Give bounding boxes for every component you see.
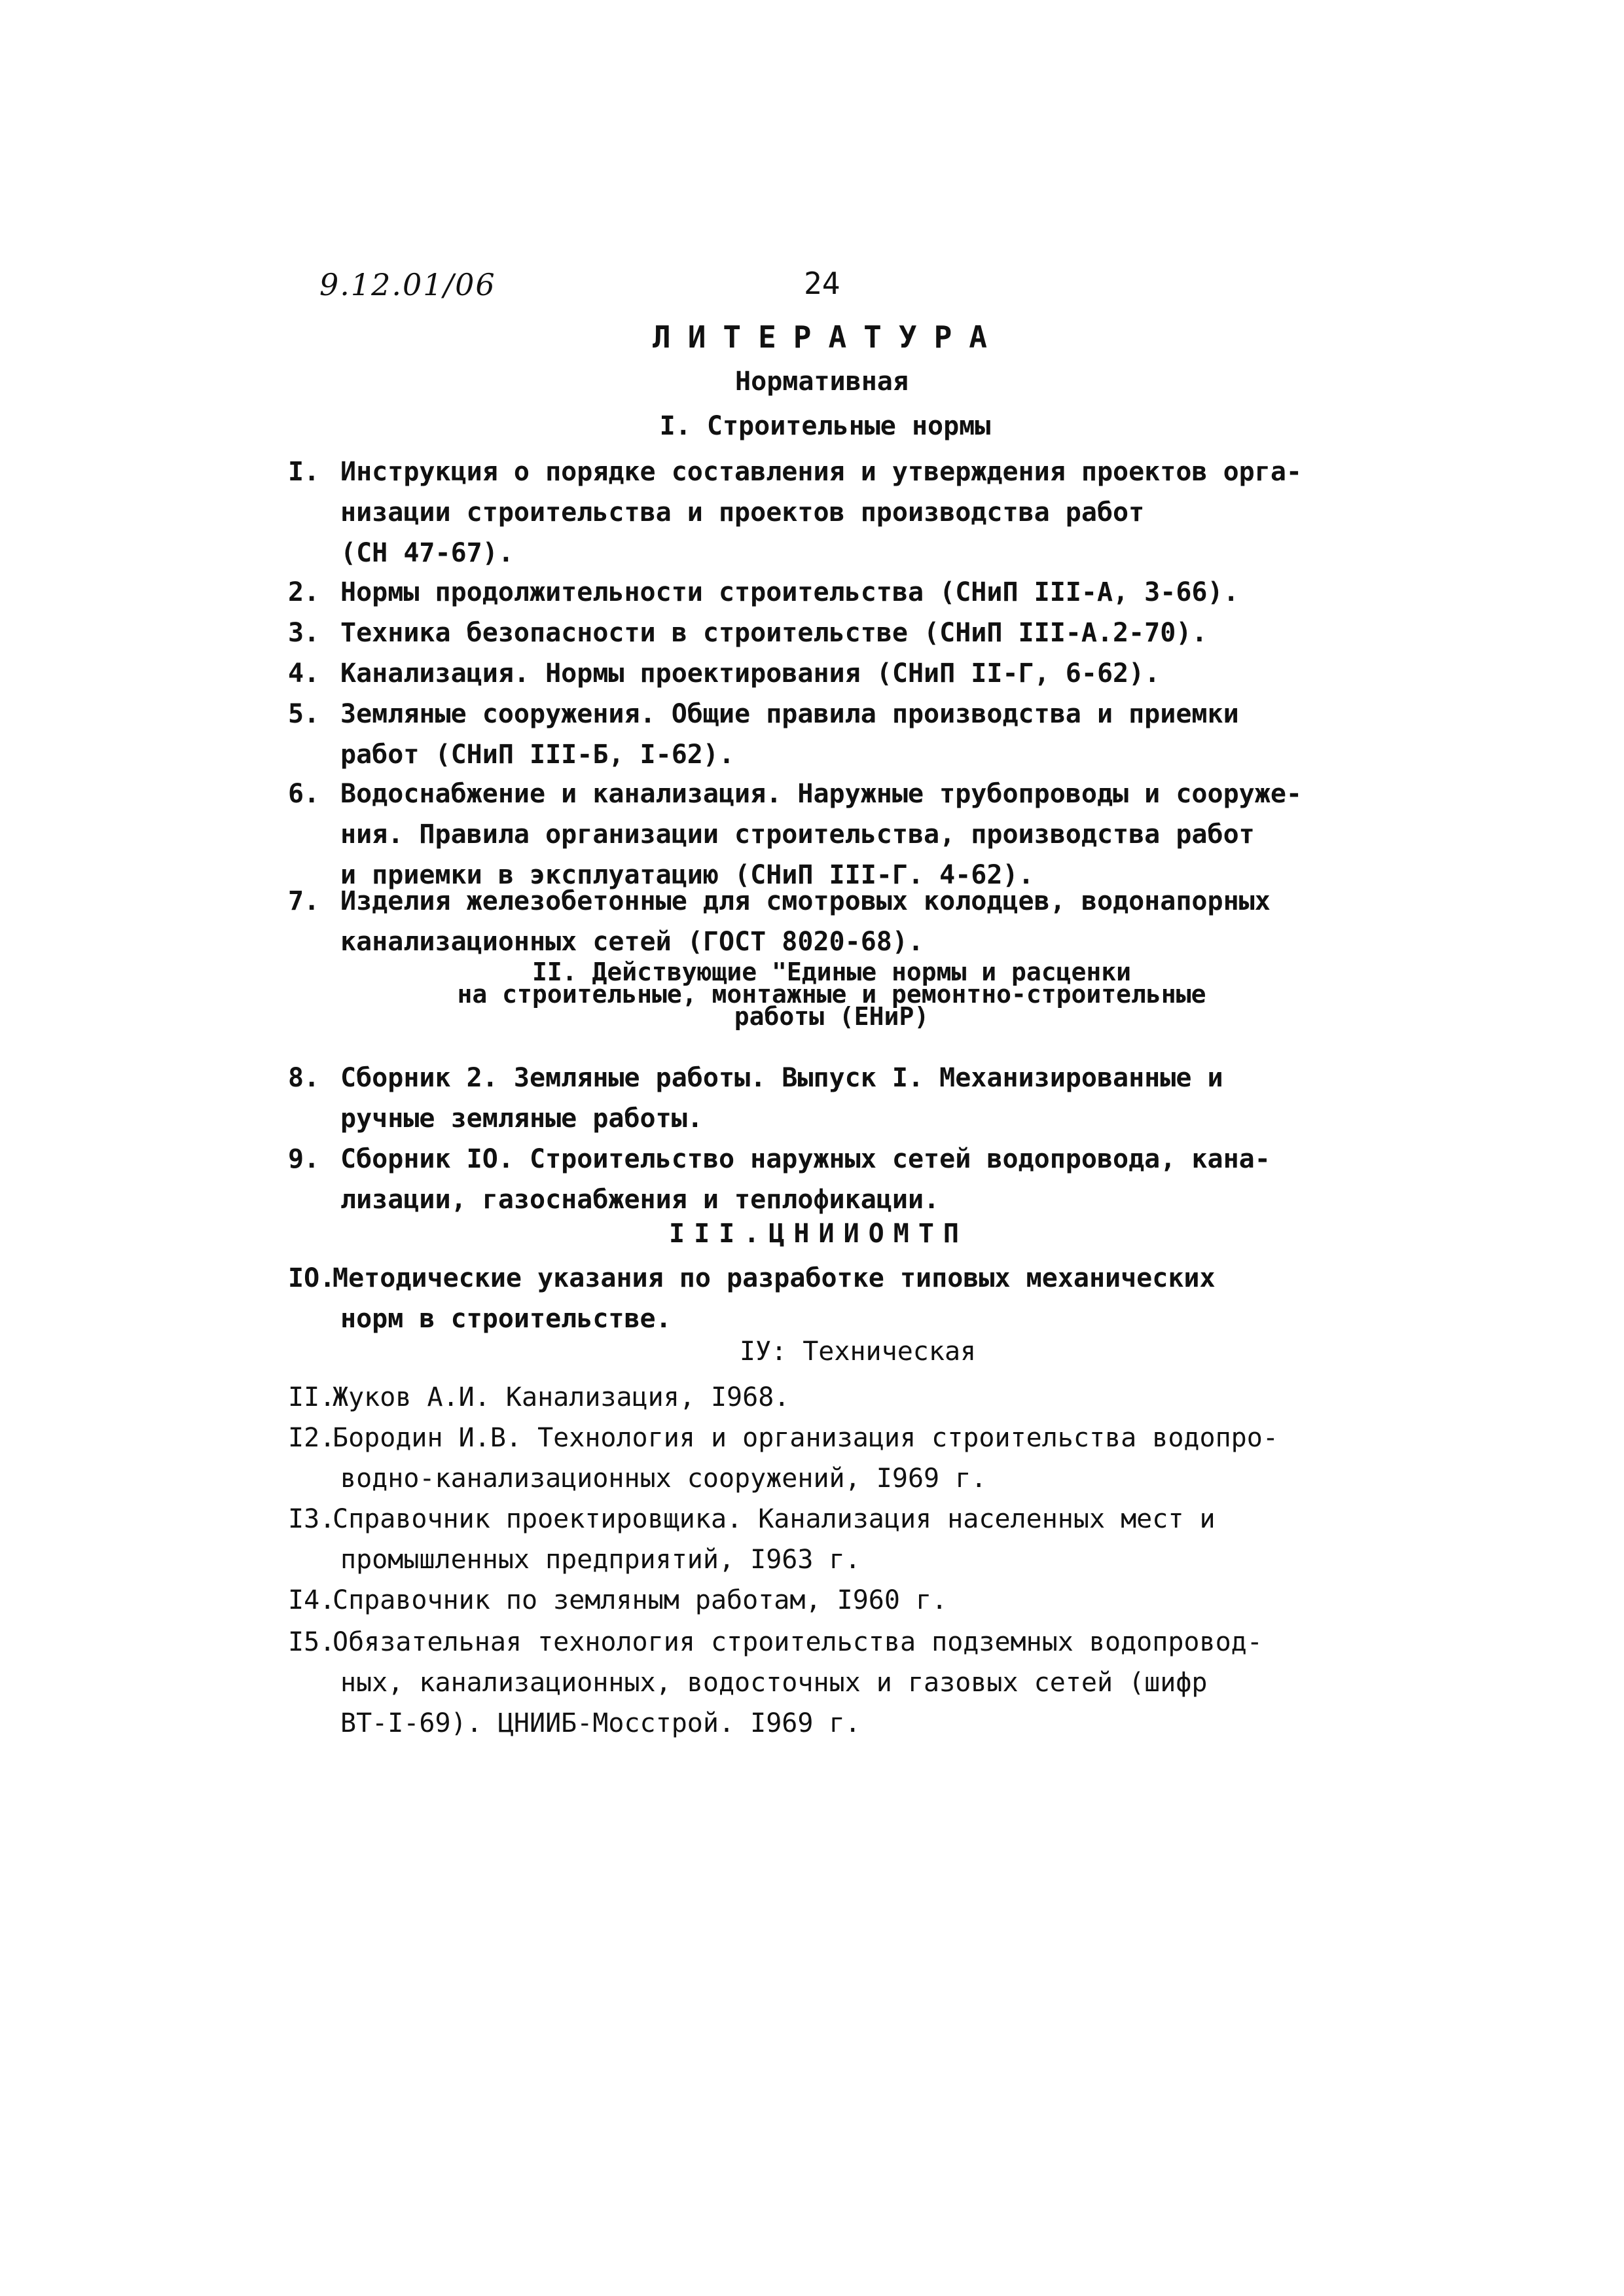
reference-item-2: [288, 572, 1348, 613]
reference-text: Сборник IO. Строительство наружных сетей водопровода, кана-: [340, 1144, 1271, 1174]
section-heading-enir-line: работы (ЕНиР): [734, 1002, 929, 1031]
reference-text: промышленных предприятий, I963 г.: [340, 1545, 861, 1575]
reference-text: Обязательная технология строительства подземных водопровод-: [333, 1627, 1263, 1657]
reference-text: Инструкция о порядке составления и утверждения проектов орга-: [340, 457, 1303, 487]
subtitle-normative: Нормативная: [735, 367, 909, 397]
reference-item-5: [288, 694, 1348, 775]
reference-text: Земляные сооружения. Общие правила производства и приемки: [340, 699, 1239, 729]
reference-text: Изделия железобетонные для смотровых колодцев, водонапорных: [340, 886, 1271, 916]
reference-text: Бородин И.В. Технология и организация строительства водопро-: [333, 1423, 1278, 1453]
reference-text: ных, канализационных, водосточных и газовых сетей (шифр: [340, 1668, 1208, 1698]
reference-text: Методические указания по разработке типовых механических: [333, 1263, 1216, 1293]
section-heading-technical: IУ: Техническая: [739, 1336, 977, 1367]
reference-number: I2.: [288, 1423, 336, 1453]
reference-text: работ (СНиП III-Б, I-62).: [340, 740, 735, 770]
reference-text: Сборник 2. Земляные работы. Выпуск I. Механизированные и: [340, 1063, 1223, 1093]
page-title: ЛИТЕРАТУРА: [653, 319, 1004, 355]
reference-number: 4.: [288, 658, 320, 689]
section-heading-enir-line: на строительные, монтажные и ремонтно-строительные: [457, 980, 1206, 1009]
reference-item-13: [288, 1499, 1348, 1580]
reference-text: Справочник по земляным работам, I960 г.: [333, 1585, 948, 1615]
reference-number: 6.: [288, 779, 320, 809]
reference-text: канализационных сетей (ГОСТ 8020-68).: [340, 927, 924, 957]
reference-item-4: [288, 653, 1348, 694]
reference-text: Канализация. Нормы проектирования (СНиП II-Г, 6-62).: [340, 658, 1161, 689]
reference-text: норм в строительстве.: [340, 1304, 672, 1334]
reference-text: Водоснабжение и канализация. Наружные трубопроводы и сооруже-: [340, 779, 1303, 809]
reference-text: лизации, газоснабжения и теплофикации.: [340, 1185, 940, 1215]
page-number: 24: [804, 266, 840, 301]
reference-item-1: [288, 452, 1348, 573]
reference-number: II.: [288, 1382, 336, 1412]
reference-number: 3.: [288, 618, 320, 648]
reference-text: ния. Правила организации строительства, производства работ: [340, 819, 1255, 850]
reference-text: низации строительства и проектов производства работ: [340, 497, 1145, 528]
reference-number: I.: [288, 457, 320, 487]
reference-number: 5.: [288, 699, 320, 729]
reference-number: 9.: [288, 1144, 320, 1174]
section-heading-enir-line: II. Действующие "Единые нормы и расценки: [532, 958, 1132, 986]
reference-item-8: [288, 1058, 1348, 1139]
reference-number: IO.: [288, 1263, 336, 1293]
reference-item-9: [288, 1139, 1348, 1220]
reference-text: и приемки в эксплуатацию (СНиП III-Г. 4-62).: [340, 860, 1034, 890]
reference-item-3: [288, 613, 1348, 653]
reference-text: Жуков А.И. Канализация, I968.: [333, 1382, 790, 1412]
reference-item-11: [288, 1377, 1348, 1418]
reference-text: Справочник проектировщика. Канализация населенных мест и: [333, 1504, 1216, 1534]
reference-text: водно-канализационных сооружений, I969 г.: [340, 1463, 987, 1494]
reference-item-14: [288, 1580, 1348, 1621]
document-code: 9.12.01/06: [319, 267, 496, 302]
reference-number: 7.: [288, 886, 320, 916]
reference-item-12: [288, 1418, 1348, 1499]
section-heading-tsniiomtp: III.ЦНИИОМТП: [669, 1219, 968, 1249]
reference-text: Нормы продолжительности строительства (СНиП III-А, 3-66).: [340, 577, 1239, 607]
reference-number: I4.: [288, 1585, 336, 1615]
reference-item-6: [288, 774, 1348, 895]
reference-text: ВТ-I-69). ЦНИИБ-Мосстрой. I969 г.: [340, 1708, 861, 1738]
section-heading-construction-norms: I. Строительные нормы: [659, 411, 991, 441]
reference-number: I5.: [288, 1627, 336, 1657]
section-heading-enir: [0, 958, 1624, 1031]
reference-item-7: [288, 881, 1348, 962]
reference-number: 2.: [288, 577, 320, 607]
reference-text: (СН 47-67).: [340, 538, 514, 568]
reference-item-15: [288, 1622, 1348, 1744]
reference-text: Техника безопасности в строительстве (СНиП III-А.2-70).: [340, 618, 1208, 648]
reference-number: I3.: [288, 1504, 336, 1534]
reference-text: ручные земляные работы.: [340, 1103, 703, 1134]
reference-number: 8.: [288, 1063, 320, 1093]
reference-item-10: [288, 1258, 1348, 1339]
